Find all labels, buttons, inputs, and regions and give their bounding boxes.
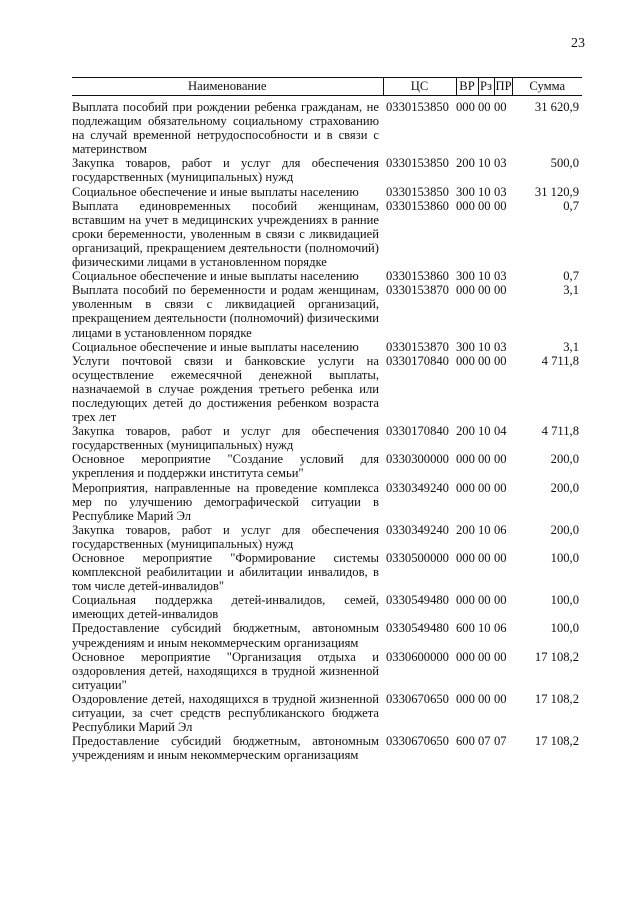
- row-sum: 500,0: [550, 156, 579, 171]
- table-row: [72, 452, 582, 480]
- row-pr: 00: [494, 593, 507, 608]
- column-header-sum: Сумма: [512, 78, 582, 96]
- table-row: [72, 734, 582, 762]
- row-cs: 0330600000: [386, 649, 449, 664]
- row-sum: 100,0: [550, 551, 579, 565]
- row-pr: 00: [494, 480, 507, 495]
- row-rz: 10: [478, 621, 491, 636]
- row-name: Закупка товаров, работ и услуг для обеспечения государственных (муниципальных) нужд: [72, 424, 379, 453]
- table-row: [72, 185, 582, 199]
- table-row: [72, 199, 582, 269]
- table-row: [72, 269, 582, 283]
- row-rz: 00: [478, 452, 491, 467]
- table-row: [72, 340, 582, 354]
- row-vr: 200: [456, 522, 475, 537]
- row-sum: 17 108,2: [534, 734, 579, 749]
- row-pr: 03: [494, 156, 507, 171]
- row-rz: 10: [478, 184, 491, 199]
- row-sum: 200,0: [550, 480, 579, 495]
- row-cs: 0330670650: [386, 734, 449, 749]
- row-sum: 4 711,8: [541, 353, 579, 368]
- row-vr: 000: [456, 100, 475, 114]
- row-sum: 3,1: [563, 339, 579, 354]
- row-cs: 0330500000: [386, 551, 449, 565]
- row-sum: 200,0: [550, 452, 579, 467]
- row-rz: 00: [478, 551, 491, 565]
- row-sum: 31 620,9: [534, 100, 579, 114]
- row-cs: 0330549480: [386, 593, 449, 608]
- row-vr: 600: [456, 734, 475, 749]
- row-sum: 17 108,2: [534, 649, 579, 664]
- table-row: [72, 621, 582, 649]
- column-header-pr: ПР: [494, 78, 512, 96]
- row-pr: 00: [494, 649, 507, 664]
- row-name: Оздоровление детей, находящихся в трудной жизненной ситуации, за счет средств республиканского бюджета Республики Марий Эл: [72, 691, 379, 735]
- page-number: 23: [571, 36, 585, 51]
- row-rz: 10: [478, 269, 491, 284]
- row-cs: 0330153850: [386, 100, 449, 114]
- row-name: Выплата единовременных пособий женщинам, вставшим на учет в медицинских учреждениях в ранние сроки беременности, уволенным в связи с ликвидацией организаций, прекращением деятельности (полномочий) физическими лицами в установленном порядке: [72, 198, 379, 270]
- row-rz: 10: [478, 522, 491, 537]
- row-pr: 06: [494, 621, 507, 636]
- row-vr: 000: [456, 551, 475, 565]
- row-vr: 000: [456, 452, 475, 467]
- row-rz: 10: [478, 156, 491, 171]
- row-cs: 0330549480: [386, 621, 449, 636]
- row-pr: 00: [494, 452, 507, 467]
- row-name: Основное мероприятие "Формирование системы комплексной реабилитации и абилитации инвалидов, в том числе детей-инвалидов": [72, 551, 379, 594]
- row-cs: 0330153870: [386, 283, 449, 298]
- row-name: Социальная поддержка детей-инвалидов, семей, имеющих детей-инвалидов: [72, 593, 379, 622]
- row-rz: 10: [478, 339, 491, 354]
- row-cs: 0330153850: [386, 156, 449, 171]
- row-pr: 07: [494, 734, 507, 749]
- row-vr: 300: [456, 184, 475, 199]
- row-rz: 00: [478, 100, 491, 114]
- row-pr: 06: [494, 522, 507, 537]
- row-pr: 00: [494, 100, 507, 114]
- row-rz: 00: [478, 480, 491, 495]
- column-header-rz: Рз: [478, 78, 494, 96]
- row-cs: 0330300000: [386, 452, 449, 467]
- row-name: Социальное обеспечение и иные выплаты населению: [72, 339, 359, 354]
- row-name: Выплата пособий по беременности и родам женщинам, уволенным в связи с ликвидацией организаций, прекращением деятельности (полномочий) физическими лицами в установленном порядке: [72, 283, 379, 340]
- row-pr: 00: [494, 198, 507, 213]
- row-rz: 00: [478, 691, 491, 706]
- row-sum: 3,1: [563, 283, 579, 298]
- row-sum: 100,0: [550, 621, 579, 636]
- column-header-vr: ВР: [456, 78, 478, 96]
- table-row: [72, 551, 582, 593]
- row-name: Мероприятия, направленные на проведение комплекса мер по улучшению демографической ситуации в Республике Марий Эл: [72, 480, 379, 523]
- row-pr: 00: [494, 691, 507, 706]
- row-vr: 200: [456, 424, 475, 439]
- table-row: [72, 156, 582, 184]
- row-pr: 03: [494, 339, 507, 354]
- column-header-name: Наименование: [72, 78, 383, 96]
- table-row: [72, 692, 582, 734]
- row-rz: 00: [478, 283, 491, 298]
- row-sum: 4 711,8: [541, 424, 579, 439]
- row-cs: 0330153850: [386, 184, 449, 199]
- row-cs: 0330170840: [386, 424, 449, 439]
- table-row: [72, 481, 582, 523]
- row-name: Выплата пособий при рождении ребенка гражданам, не подлежащим обязательному социальному страхованию на случай временной нетрудоспособности и в связи с материнством: [72, 100, 379, 157]
- row-pr: 03: [494, 184, 507, 199]
- row-cs: 0330153870: [386, 339, 449, 354]
- row-name: Предоставление субсидий бюджетным, автономным учреждениям и иным некоммерческим организациям: [72, 734, 379, 763]
- row-vr: 000: [456, 283, 475, 298]
- row-cs: 0330349240: [386, 480, 449, 495]
- row-name: Основное мероприятие "Создание условий для укрепления и поддержки института семьи": [72, 452, 379, 481]
- row-vr: 300: [456, 269, 475, 284]
- row-rz: 00: [478, 649, 491, 664]
- row-vr: 200: [456, 156, 475, 171]
- table-body: [72, 96, 582, 763]
- row-cs: 0330153860: [386, 269, 449, 284]
- row-name: Социальное обеспечение и иные выплаты населению: [72, 269, 359, 284]
- row-sum: 200,0: [550, 522, 579, 537]
- row-vr: 300: [456, 339, 475, 354]
- row-pr: 00: [494, 551, 507, 565]
- row-vr: 000: [456, 593, 475, 608]
- table-row: [72, 523, 582, 551]
- row-rz: 00: [478, 593, 491, 608]
- row-vr: 000: [456, 198, 475, 213]
- row-vr: 600: [456, 621, 475, 636]
- row-sum: 31 120,9: [534, 184, 579, 199]
- row-cs: 0330349240: [386, 522, 449, 537]
- row-rz: 00: [478, 353, 491, 368]
- row-name: Предоставление субсидий бюджетным, автономным учреждениям и иным некоммерческим организациям: [72, 621, 379, 650]
- row-name: Социальное обеспечение и иные выплаты населению: [72, 184, 359, 199]
- budget-table: [72, 77, 582, 762]
- row-name: Закупка товаров, работ и услуг для обеспечения государственных (муниципальных) нужд: [72, 156, 379, 185]
- table-row: [72, 283, 582, 339]
- row-pr: 04: [494, 424, 507, 439]
- row-rz: 00: [478, 198, 491, 213]
- row-vr: 000: [456, 649, 475, 664]
- row-name: Закупка товаров, работ и услуг для обеспечения государственных (муниципальных) нужд: [72, 522, 379, 551]
- row-pr: 03: [494, 269, 507, 284]
- table-row: [72, 96, 582, 157]
- row-pr: 00: [494, 353, 507, 368]
- row-rz: 07: [478, 734, 491, 749]
- row-sum: 0,7: [563, 269, 579, 284]
- table-row: [72, 593, 582, 621]
- column-header-cs: ЦС: [383, 78, 456, 96]
- row-name: Основное мероприятие "Организация отдыха и оздоровления детей, находящихся в трудной жизненной ситуации": [72, 649, 379, 692]
- table-row: [72, 650, 582, 692]
- row-vr: 000: [456, 691, 475, 706]
- row-cs: 0330170840: [386, 353, 449, 368]
- row-cs: 0330153860: [386, 198, 449, 213]
- table-row: [72, 424, 582, 452]
- row-vr: 000: [456, 480, 475, 495]
- row-rz: 10: [478, 424, 491, 439]
- row-vr: 000: [456, 353, 475, 368]
- table-header: [72, 78, 582, 96]
- row-sum: 0,7: [563, 198, 579, 213]
- row-sum: 17 108,2: [534, 691, 579, 706]
- table-row: [72, 354, 582, 424]
- row-name: Услуги почтовой связи и банковские услуги на осуществление ежемесячной денежной выплаты, назначаемой в случае рождения третьего ребенка или последующих детей до достижения ребенком возраста трех лет: [72, 353, 379, 425]
- row-cs: 0330670650: [386, 691, 449, 706]
- row-pr: 00: [494, 283, 507, 298]
- row-sum: 100,0: [550, 593, 579, 608]
